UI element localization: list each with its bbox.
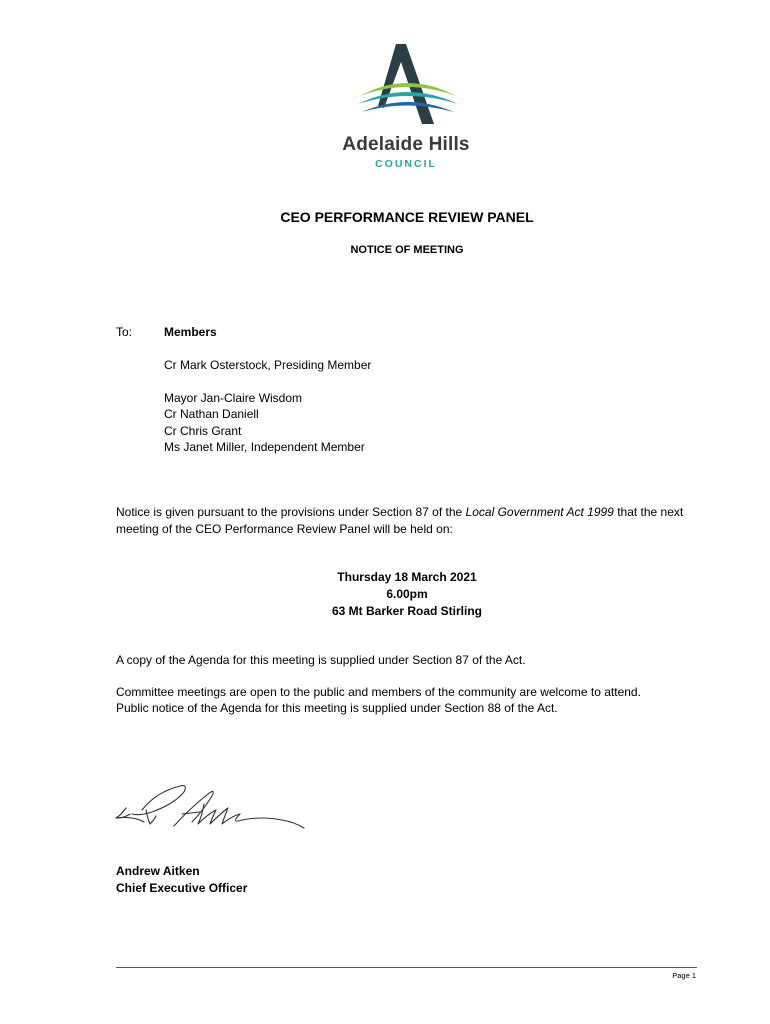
meeting-date: Thursday 18 March 2021 <box>337 570 477 584</box>
council-logo-icon <box>352 44 462 124</box>
notice-paragraph <box>116 504 716 538</box>
meeting-location: 63 Mt Barker Road Stirling <box>331 604 483 618</box>
member-item: Ms Janet Miller, Independent Member <box>164 440 365 454</box>
meeting-time: 6.00pm <box>386 587 428 601</box>
page-number: Page 1 <box>672 971 696 980</box>
member-item: Cr Chris Grant <box>164 424 242 438</box>
public-note-line-1: Committee meetings are open to the public and members of the community are welcome to attend. <box>116 685 641 699</box>
member-item: Mayor Jan-Claire Wisdom <box>164 391 303 405</box>
signatory-name: Andrew Aitken <box>116 864 200 878</box>
signatory-title: Chief Executive Officer <box>116 881 248 895</box>
meeting-details <box>0 569 770 620</box>
notice-text-start: Notice is given pursuant to the provisions under Section 87 of the <box>116 505 466 519</box>
notice-text-end: that the next meeting of the CEO Performance Review Panel will be held on: <box>116 505 684 536</box>
document-subtitle: NOTICE OF MEETING <box>350 244 464 256</box>
member-item: Cr Nathan Daniell <box>164 407 259 421</box>
presiding-member: Cr Mark Osterstock, Presiding Member <box>164 358 372 372</box>
act-name: Local Government Act 1999 <box>465 505 614 519</box>
document-title: CEO PERFORMANCE REVIEW PANEL <box>280 209 534 225</box>
agenda-note: A copy of the Agenda for this meeting is supplied under Section 87 of the Act. <box>116 653 526 667</box>
recipient-group: Members <box>164 325 217 339</box>
to-label: To: <box>116 325 133 339</box>
council-subtitle: COUNCIL <box>375 158 437 170</box>
public-note-line-2: Public notice of the Agenda for this meeting is supplied under Section 88 of the Act. <box>116 701 558 715</box>
footer-divider <box>116 967 697 968</box>
signature-image <box>112 780 312 840</box>
council-name: Adelaide Hills <box>342 134 470 155</box>
